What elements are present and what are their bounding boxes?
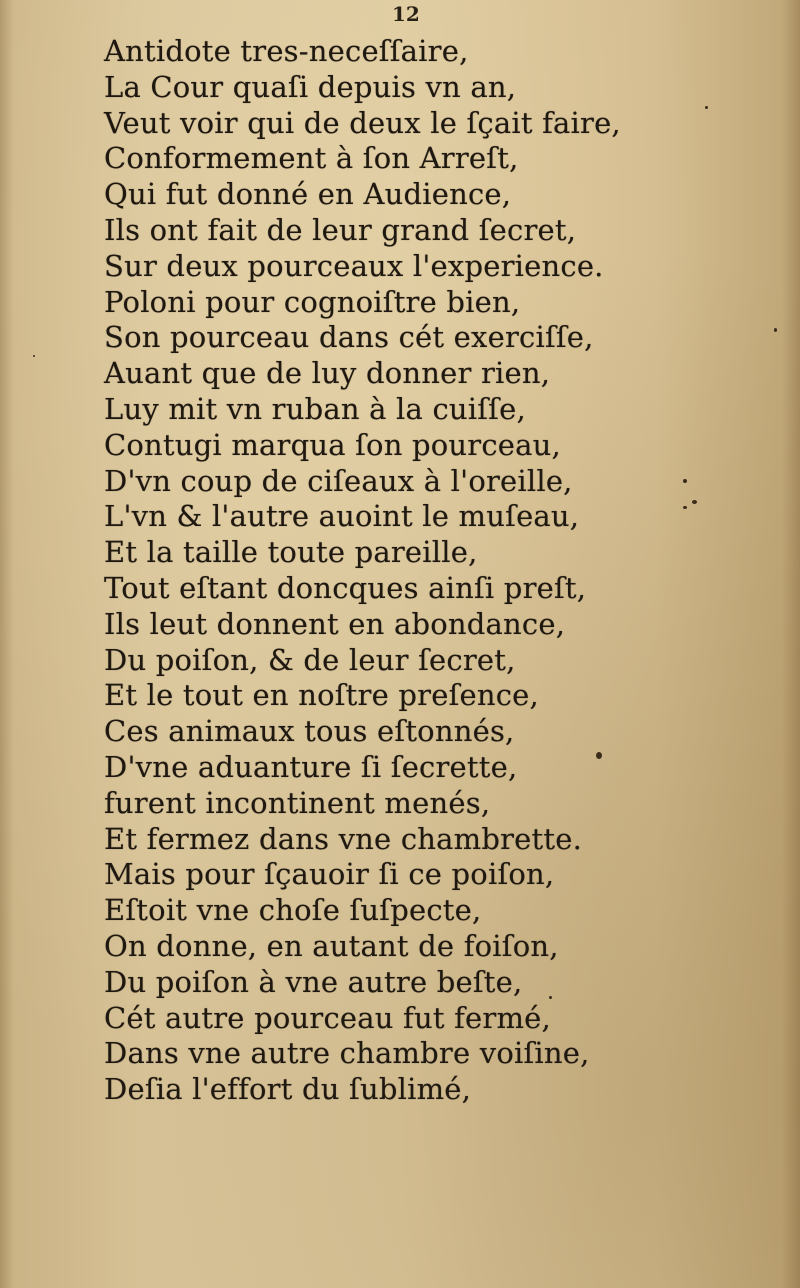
verse-line: Veut voir qui de deux le ſçait faire, <box>104 105 621 140</box>
verse-line: Dans vne autre chambre voiſine, <box>104 1036 590 1071</box>
verse-line: Poloni pour cognoiſtre bien, <box>104 284 521 319</box>
page-edge-shadow-left <box>0 0 14 1288</box>
verse-line: Et le tout en noſtre preſence, <box>104 678 539 713</box>
verse-line: Ces animaux tous eſtonnés, <box>104 714 515 749</box>
ink-speck <box>705 106 708 109</box>
verse-line: Contugi marqua ſon pourceau, <box>104 427 561 462</box>
verse-line: Ils leut donnent en abondance, <box>104 606 566 641</box>
verse-line: On donne, en autant de foiſon, <box>104 928 559 963</box>
ink-speck <box>683 506 687 509</box>
verse-line: Luy mit vn ruban à la cuiſſe, <box>104 391 526 426</box>
verse-line: D'vn coup de ciſeaux à l'oreille, <box>104 463 573 498</box>
verse-line: Ils ont fait de leur grand ſecret, <box>104 212 577 247</box>
verse-line: Eſtoit vne choſe ſuſpecte, <box>104 893 482 928</box>
verse-line: Deſia l'effort du ſublimé, <box>104 1072 472 1107</box>
verse-line: Auant que de luy donner rien, <box>104 356 551 391</box>
page-edge-shadow-right <box>782 0 800 1288</box>
ink-speck <box>683 479 687 483</box>
ink-speck <box>774 328 777 332</box>
verse-text <box>104 34 621 1108</box>
verse-line: Et fermez dans vne chambrette. <box>104 821 583 856</box>
verse-line: Mais pour ſçauoir ſi ce poiſon, <box>104 857 555 892</box>
verse-line: La Cour quaſi depuis vn an, <box>104 69 517 104</box>
verse-line: Antidote tres-neceſſaire, <box>104 34 469 68</box>
verse-line: Tout eſtant doncques ainſi preſt, <box>104 570 587 605</box>
page-number: 12 <box>392 2 420 26</box>
verse-line: Sur deux pourceaux l'experience. <box>104 248 604 283</box>
verse-line: Du poiſon à vne autre beſte, <box>104 964 523 999</box>
verse-line: Cét autre pourceau fut fermé, <box>104 1000 551 1035</box>
ink-speck <box>692 500 697 504</box>
verse-line: L'vn & l'autre auoint le muſeau, <box>104 499 580 534</box>
verse-line: Conformement à ſon Arreſt, <box>104 141 519 176</box>
verse-line: D'vne aduanture ſi ſecrette, <box>104 749 518 784</box>
verse-line: Son pourceau dans cét exerciſſe, <box>104 320 594 355</box>
verse-line: Qui fut donné en Audience, <box>104 177 512 212</box>
verse-line: Du poiſon, & de leur ſecret, <box>104 642 516 677</box>
verse-line: furent incontinent menés, <box>104 785 491 820</box>
ink-speck <box>33 355 35 357</box>
verse-line: Et la taille toute pareille, <box>104 535 478 570</box>
